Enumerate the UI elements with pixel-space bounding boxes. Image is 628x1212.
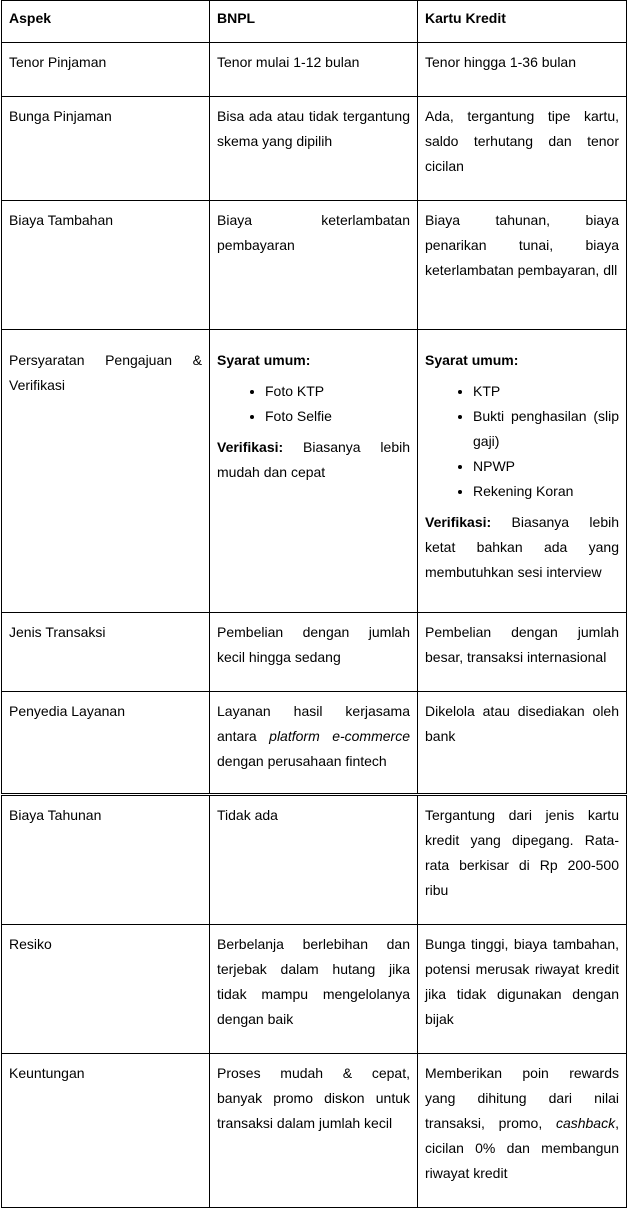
aspect-cell: Persyaratan Pengajuan & Verifikasi	[2, 330, 210, 613]
bnpl-text-em: platform e-commerce	[269, 728, 410, 744]
verifikasi-label: Verifikasi:	[425, 514, 492, 530]
bnpl-text-pre: Layanan hasil kerjasama antara	[217, 703, 410, 744]
table-row	[2, 1054, 627, 1208]
comparison-table	[1, 0, 627, 1208]
table-row	[2, 201, 627, 330]
table-row	[2, 43, 627, 97]
bnpl-cell: Biaya keterlambatan pembayaran	[210, 201, 418, 330]
kk-cell: Dikelola atau disediakan oleh bank	[418, 692, 627, 795]
kk-cell	[418, 330, 627, 613]
kk-cell: Tenor hingga 1-36 bulan	[418, 43, 627, 97]
table-row	[2, 925, 627, 1054]
list-item: • NPWP	[473, 454, 619, 479]
table-row	[2, 795, 627, 925]
table-row	[2, 330, 627, 613]
table-row	[2, 97, 627, 201]
bnpl-cell: Tenor mulai 1-12 bulan	[210, 43, 418, 97]
list-item: • Foto Selfie	[265, 404, 410, 429]
kk-cell: Tergantung dari jenis kartu kredit yang dipegang. Rata-rata berkisar di Rp 200-500 ribu	[418, 795, 627, 925]
bnpl-text-post: dengan perusahaan fintech	[217, 753, 387, 769]
verifikasi-desc: Biasanya lebih ketat bahkan ada yang membutuhkan sesi interview	[425, 514, 619, 580]
aspect-cell: Bunga Pinjaman	[2, 97, 210, 201]
header-kartu-kredit: Kartu Kredit	[418, 1, 627, 43]
bnpl-cell: Proses mudah & cepat, banyak promo diskon untuk transaksi dalam jumlah kecil	[210, 1054, 418, 1208]
aspect-cell: Resiko	[2, 925, 210, 1054]
aspect-cell: Biaya Tambahan	[2, 201, 210, 330]
kk-text-em: cashback	[555, 1115, 616, 1131]
header-aspek: Aspek	[2, 1, 210, 43]
list-item: • KTP	[473, 379, 619, 404]
syarat-list	[217, 379, 410, 429]
kk-cell	[418, 1054, 627, 1208]
kk-cell: Bunga tinggi, biaya tambahan, potensi merusak riwayat kredit jika tidak digunakan dengan bijak	[418, 925, 627, 1054]
bnpl-cell: Berbelanja berlebihan dan terjebak dalam hutang jika tidak mampu mengelolanya dengan baik	[210, 925, 418, 1054]
verifikasi-desc: Biasanya lebih mudah dan cepat	[217, 439, 410, 480]
kk-cell: Pembelian dengan jumlah besar, transaksi internasional	[418, 613, 627, 692]
header-bnpl: BNPL	[210, 1, 418, 43]
syarat-list	[425, 379, 619, 504]
bnpl-cell: Pembelian dengan jumlah kecil hingga sedang	[210, 613, 418, 692]
kk-cell: Biaya tahunan, biaya penarikan tunai, biaya keterlambatan pembayaran, dll	[418, 201, 627, 330]
verifikasi-text	[217, 435, 410, 485]
bnpl-cell: Bisa ada atau tidak tergantung skema yang dipilih	[210, 97, 418, 201]
table-row	[2, 692, 627, 795]
aspect-cell: Keuntungan	[2, 1054, 210, 1208]
syarat-label: Syarat umum:	[217, 352, 311, 368]
kk-cell: Ada, tergantung tipe kartu, saldo terhutang dan tenor cicilan	[418, 97, 627, 201]
list-item: • Rekening Koran	[473, 479, 619, 504]
aspect-cell: Tenor Pinjaman	[2, 43, 210, 97]
aspect-cell: Biaya Tahunan	[2, 795, 210, 925]
verifikasi-text	[425, 510, 619, 585]
kk-text-post: , cicilan 0% dan membangun riwayat kredit	[425, 1115, 619, 1181]
header-row	[2, 1, 627, 43]
syarat-label: Syarat umum:	[425, 352, 519, 368]
list-item: • Bukti penghasilan (slip gaji)	[473, 404, 619, 454]
list-item: • Foto KTP	[265, 379, 410, 404]
aspect-cell: Jenis Transaksi	[2, 613, 210, 692]
aspect-cell: Penyedia Layanan	[2, 692, 210, 795]
table-row	[2, 613, 627, 692]
bnpl-cell	[210, 330, 418, 613]
verifikasi-label: Verifikasi:	[217, 439, 284, 455]
bnpl-cell	[210, 692, 418, 795]
kk-text-pre: Memberikan poin rewards yang dihitung dari nilai transaksi, promo,	[425, 1065, 619, 1131]
bnpl-cell: Tidak ada	[210, 795, 418, 925]
